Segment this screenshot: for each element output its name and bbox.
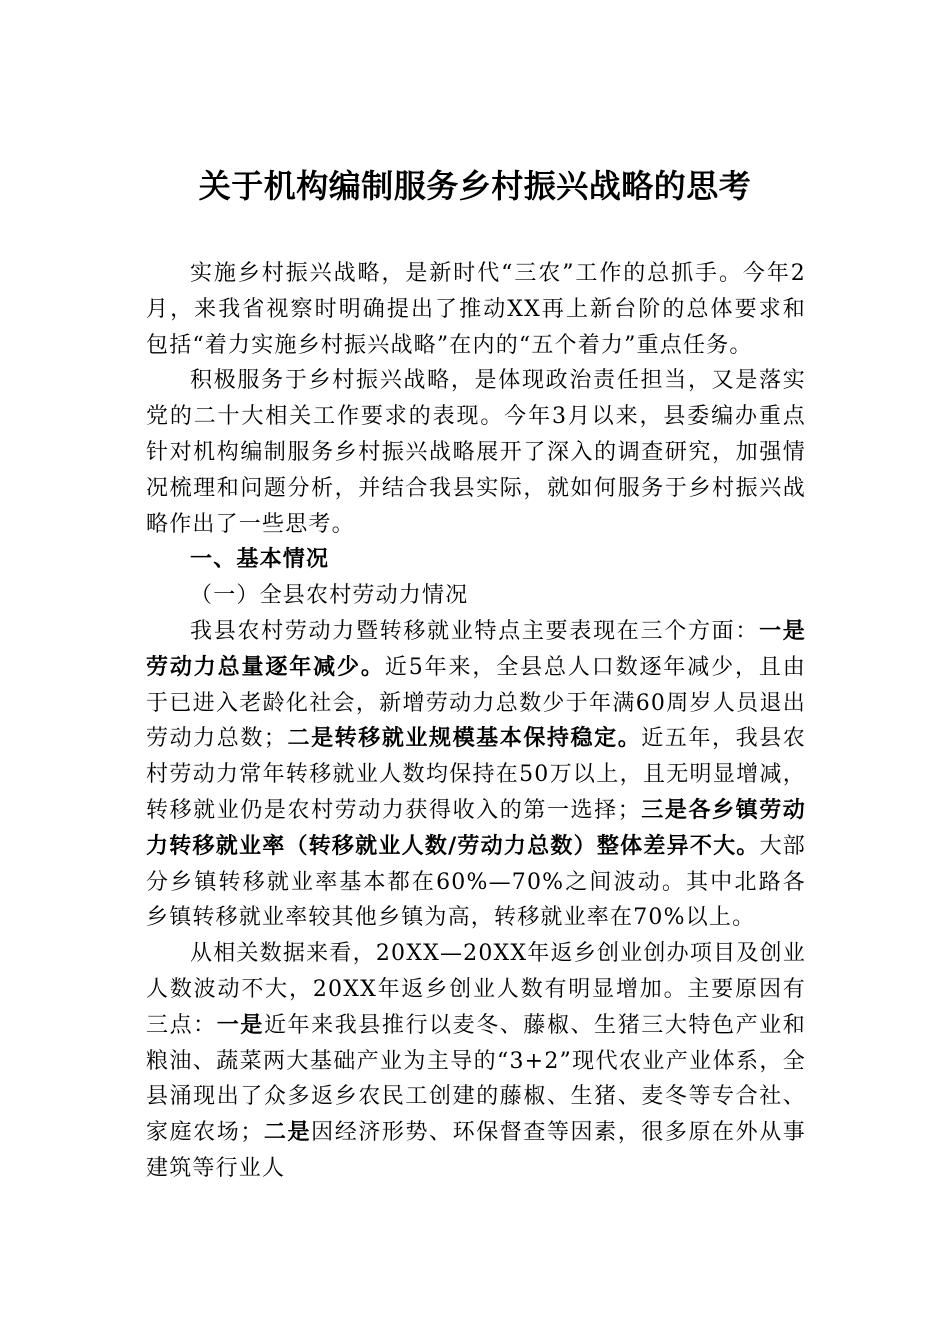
returnee-reason-1-text: 近年来我县推行以麦冬、藤椒、生猪三大特色产业和粮油、蔬菜两大基础产业为主导的“3+2”现代农业产业体系，全县涌现出了众多返乡农民工创建的藤椒、生猪、麦冬等专合社、家庭农场；: [146, 1012, 806, 1146]
labor-point-1-heading: 一是劳动力总量逐年减少。: [146, 618, 806, 680]
section-heading: 一、基本情况: [190, 547, 330, 573]
labor-point-3-heading: 三是各乡镇劳动力转移就业率（转移就业人数/劳动力总数）整体差异不大。: [146, 797, 807, 859]
document-title: 关于机构编制服务乡村振兴战略的思考: [198, 167, 752, 205]
labor-point-2-heading: 二是转移就业规模基本保持稳定。: [287, 726, 642, 752]
returnee-reason-2-heading: 二是: [263, 1120, 312, 1146]
labor-paragraph: [146, 614, 806, 936]
intro-paragraph: 实施乡村振兴战略，是新时代“三农”工作的总抓手。今年2月，来我省视察时明确提出了推动XX再上新台阶的总体要求和包括“着力实施乡村振兴战略”在内的“五个着力”重点任务。: [146, 261, 806, 358]
subsection-heading: （一）全县农村劳动力情况: [190, 583, 469, 609]
labor-point-3-text: 大部分乡镇转移就业率基本都在60%—70%之间波动。其中北路各乡镇转移就业率较其他乡镇为高，转移就业率在70%以上。: [146, 833, 807, 931]
returnee-reason-2-text: 因经济形势、环保督查等因素，很多原在外从事建筑等行业人: [146, 1120, 806, 1181]
labor-point-2-text: 近五年，我县农村劳动力常年转移就业人数均保持在50万以上，且无明显增减，转移就业仍是农村劳动力获得收入的第一选择；: [146, 726, 806, 823]
returnee-reason-1-heading: 一是: [216, 1012, 264, 1038]
labor-point-1-text: 近5年来，全县总人口数逐年减少，且由于已进入老龄化社会，新增劳动力总数少于年满60周岁人员退出劳动力总数；: [146, 654, 806, 752]
returnee-intro: 从相关数据来看，20XX—20XX年返乡创业创办项目及创业人数波动不大，20XX年返乡创业人数有明显增加。主要原因有三点：: [146, 941, 806, 1038]
returnee-paragraph: [146, 936, 806, 1187]
labor-intro: 我县农村劳动力暨转移就业特点主要表现在三个方面：: [190, 618, 760, 644]
document-body: [146, 256, 806, 1187]
purpose-paragraph: 积极服务于乡村振兴战略，是体现政治责任担当，又是落实党的二十大相关工作要求的表现。今年3月以来，县委编办重点针对机构编制服务乡村振兴战略展开了深入的调查研究，加强情况梳理和问题分析，并结合我县实际，就如何服务于乡村振兴战略作出了一些思考。: [146, 368, 806, 537]
